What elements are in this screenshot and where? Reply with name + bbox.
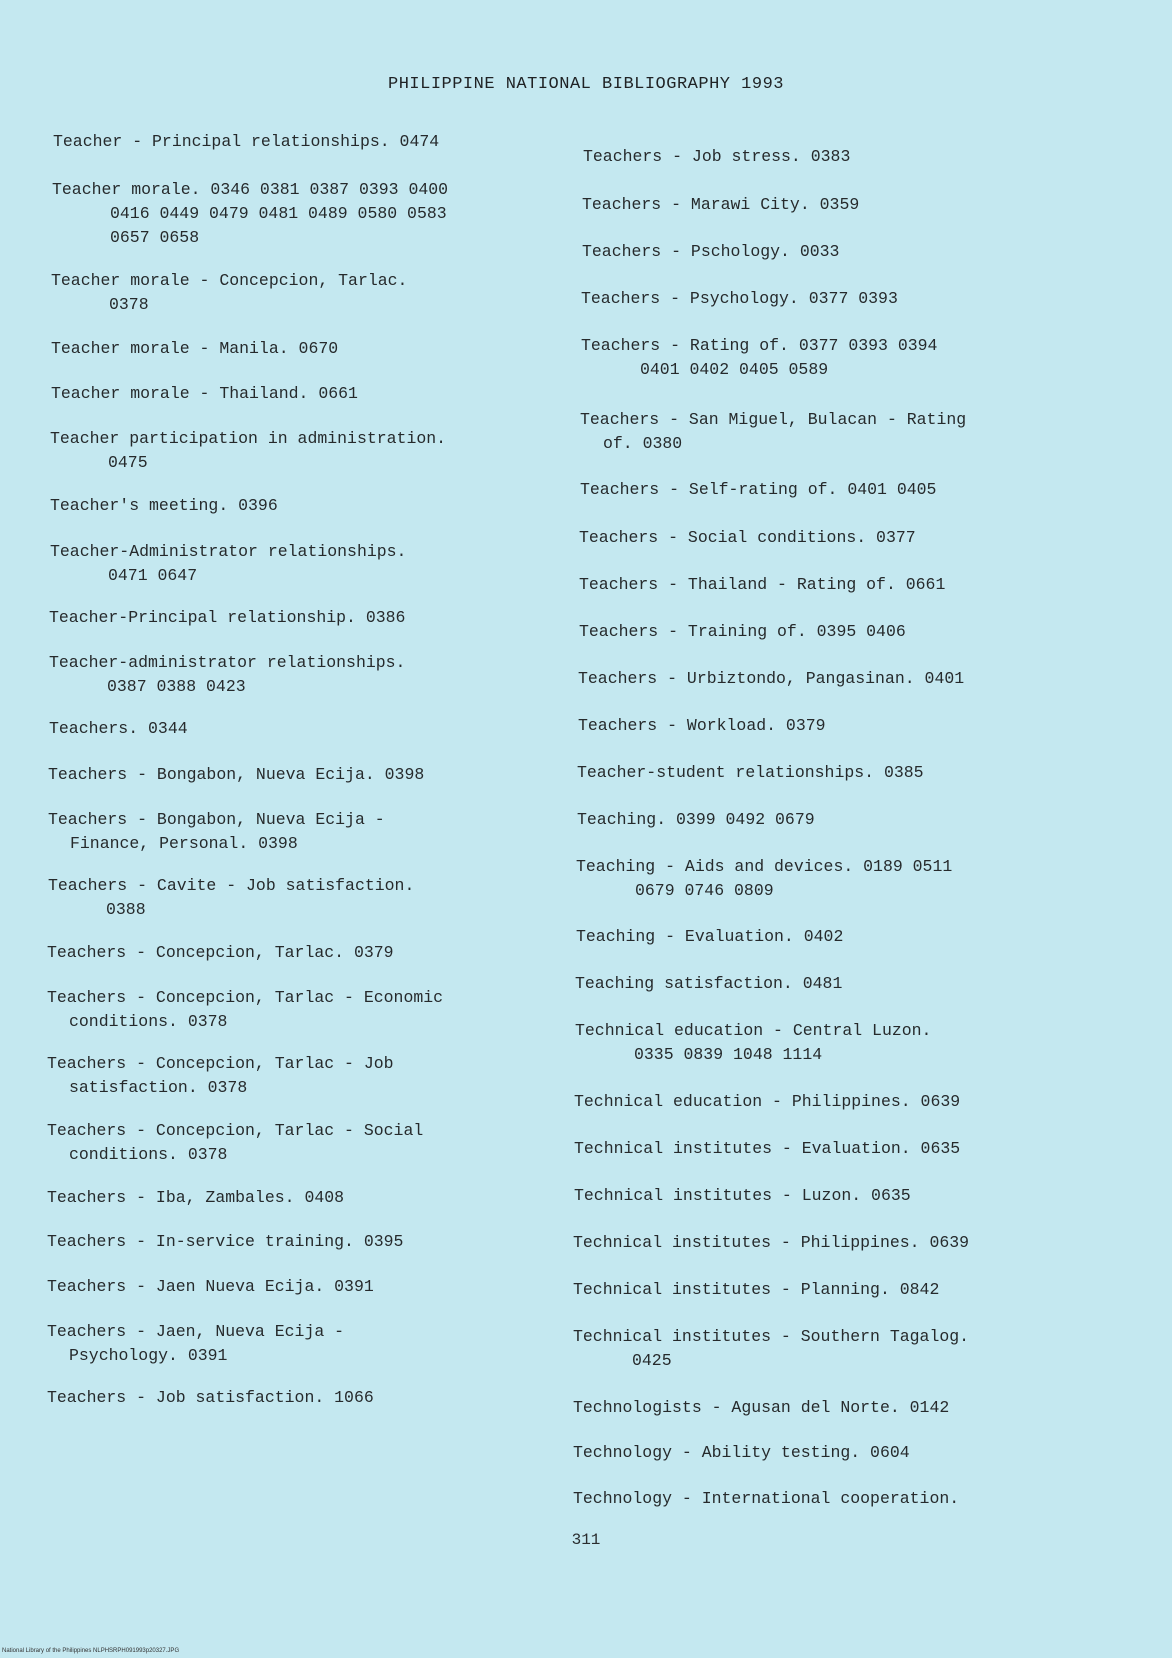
index-entry <box>579 620 906 644</box>
page-number: 311 <box>571 1531 601 1549</box>
index-entry <box>573 1441 910 1465</box>
entry-heading: Technology - Ability testing. 0604 <box>573 1443 910 1462</box>
index-entry <box>582 240 839 264</box>
index-entry <box>573 1231 969 1255</box>
index-entry <box>49 717 188 741</box>
index-entry <box>580 408 966 456</box>
index-entry <box>50 427 446 475</box>
entry-heading: Teachers - Psychology. 0377 0393 <box>581 289 898 308</box>
index-entry <box>51 269 407 317</box>
entry-heading: Teachers - Jaen Nueva Ecija. 0391 <box>47 1277 374 1296</box>
index-entry <box>49 651 405 699</box>
entry-heading: Technical education - Central Luzon. <box>575 1021 932 1040</box>
index-entry <box>47 1230 403 1254</box>
index-entry <box>50 540 406 588</box>
entry-heading: Teacher-administrator relationships. <box>49 653 406 672</box>
entry-heading: Teachers - Thailand - Rating of. 0661 <box>579 575 946 594</box>
entry-heading: Teachers. 0344 <box>49 719 188 738</box>
entry-heading: Teachers - Job satisfaction. 1066 <box>47 1388 374 1407</box>
index-entry <box>48 808 385 856</box>
entry-continuation: 0401 0402 0405 0589 <box>640 360 829 379</box>
entry-heading: Teachers - Rating of. 0377 0393 0394 <box>581 336 938 355</box>
index-entry <box>582 193 859 217</box>
index-entry <box>52 178 448 250</box>
entry-heading: Technical institutes - Planning. 0842 <box>573 1280 940 1299</box>
entry-heading: Teachers - Bongabon, Nueva Ecija. 0398 <box>48 765 425 784</box>
index-entry <box>47 1119 423 1167</box>
entry-continuation: satisfaction. 0378 <box>69 1078 248 1097</box>
entry-continuation: of. 0380 <box>603 434 683 453</box>
entry-continuation: 0335 0839 1048 1114 <box>634 1045 823 1064</box>
index-entry <box>47 986 443 1034</box>
index-entry <box>49 606 405 630</box>
entry-heading: Teacher morale - Concepcion, Tarlac. <box>51 271 408 290</box>
index-entry <box>579 526 916 550</box>
entry-continuation: 0475 <box>108 453 148 472</box>
index-entry <box>51 382 358 406</box>
entry-heading: Teachers - Workload. 0379 <box>578 716 826 735</box>
index-entry <box>573 1278 939 1302</box>
entry-continuation: conditions. 0378 <box>69 1145 228 1164</box>
index-entry <box>575 972 842 996</box>
index-entry <box>580 478 936 502</box>
index-entry <box>576 855 952 903</box>
index-entry <box>47 1275 374 1299</box>
index-entry <box>581 287 898 311</box>
entry-heading: Teacher-Principal relationship. 0386 <box>49 608 406 627</box>
index-entry <box>573 1396 949 1420</box>
index-entry <box>577 808 815 832</box>
index-entry <box>48 874 414 922</box>
entry-heading: Teachers - Marawi City. 0359 <box>582 195 860 214</box>
entry-heading: Teacher morale - Manila. 0670 <box>51 339 339 358</box>
entry-heading: Teacher morale - Thailand. 0661 <box>51 384 358 403</box>
index-entry <box>578 667 964 691</box>
entry-heading: Teaching. 0399 0492 0679 <box>577 810 815 829</box>
entry-continuation: 0388 <box>106 900 146 919</box>
index-entry <box>47 1052 394 1100</box>
entry-heading: Teachers - Concepcion, Tarlac - Job <box>47 1054 394 1073</box>
entry-heading: Teachers - Iba, Zambales. 0408 <box>47 1188 345 1207</box>
entry-heading: Technical institutes - Southern Tagalog. <box>573 1327 970 1346</box>
entry-heading: Teachers - Concepcion, Tarlac. 0379 <box>47 943 394 962</box>
entry-heading: Teachers - Jaen, Nueva Ecija - <box>47 1322 345 1341</box>
index-entry <box>53 130 439 154</box>
entry-heading: Teacher-Administrator relationships. <box>50 542 407 561</box>
entry-heading: Teachers - Training of. 0395 0406 <box>579 622 906 641</box>
entry-continuation: 0425 <box>632 1351 672 1370</box>
index-entry <box>578 714 826 738</box>
entry-heading: Teacher - Principal relationships. 0474 <box>53 132 440 151</box>
index-entry <box>579 573 945 597</box>
entry-heading: Technical institutes - Luzon. 0635 <box>574 1186 911 1205</box>
entry-heading: Teachers - Bongabon, Nueva Ecija - <box>48 810 385 829</box>
entry-heading: Teachers - Job stress. 0383 <box>583 147 851 166</box>
index-entry <box>50 494 278 518</box>
index-entry <box>575 1019 931 1067</box>
entry-heading: Teachers - Social conditions. 0377 <box>579 528 916 547</box>
index-entry <box>47 1386 374 1410</box>
entry-heading: Teachers - Concepcion, Tarlac - Economic <box>47 988 444 1007</box>
index-entry <box>47 1320 344 1368</box>
index-entry <box>574 1090 960 1114</box>
entry-heading: Teacher participation in administration. <box>50 429 447 448</box>
index-entry <box>583 145 850 169</box>
entry-continuation: 0657 0658 <box>110 228 200 247</box>
entry-heading: Teacher-student relationships. 0385 <box>577 763 924 782</box>
entry-heading: Technology - International cooperation. <box>573 1489 960 1508</box>
entry-heading: Teacher's meeting. 0396 <box>50 496 278 515</box>
entry-heading: Technical education - Philippines. 0639 <box>574 1092 961 1111</box>
entry-heading: Teachers - In-service training. 0395 <box>47 1232 404 1251</box>
entry-heading: Teachers - Concepcion, Tarlac - Social <box>47 1121 424 1140</box>
index-entry <box>48 763 424 787</box>
index-entry <box>581 334 937 382</box>
entry-continuation: 0471 0647 <box>108 566 198 585</box>
entry-heading: Teachers - San Miguel, Bulacan - Rating <box>580 410 967 429</box>
entry-heading: Teaching satisfaction. 0481 <box>575 974 843 993</box>
index-entry <box>577 761 924 785</box>
entry-heading: Teachers - Pschology. 0033 <box>582 242 840 261</box>
entry-continuation: conditions. 0378 <box>69 1012 228 1031</box>
entry-continuation: 0679 0746 0809 <box>635 881 774 900</box>
index-entry <box>573 1487 959 1511</box>
entry-heading: Teachers - Self-rating of. 0401 0405 <box>580 480 937 499</box>
page-title: PHILIPPINE NATIONAL BIBLIOGRAPHY 1993 <box>388 75 784 94</box>
index-entry <box>576 925 843 949</box>
entry-continuation: 0378 <box>109 295 149 314</box>
entry-heading: Teacher morale. 0346 0381 0387 0393 0400 <box>52 180 449 199</box>
entry-heading: Technical institutes - Philippines. 0639 <box>573 1233 970 1252</box>
scan-credit: National Library of the Philippines NLPHSRPH091993p20327.JPG <box>2 1648 180 1654</box>
entry-heading: Teaching - Evaluation. 0402 <box>576 927 844 946</box>
index-entry <box>47 1186 344 1210</box>
entry-heading: Teaching - Aids and devices. 0189 0511 <box>576 857 953 876</box>
index-entry <box>51 337 338 361</box>
entry-continuation: 0387 0388 0423 <box>107 677 246 696</box>
entry-continuation: Finance, Personal. 0398 <box>70 834 298 853</box>
entry-heading: Technologists - Agusan del Norte. 0142 <box>573 1398 950 1417</box>
index-entry <box>574 1137 960 1161</box>
entry-continuation: Psychology. 0391 <box>69 1346 228 1365</box>
entry-heading: Technical institutes - Evaluation. 0635 <box>574 1139 961 1158</box>
index-entry <box>574 1184 911 1208</box>
entry-heading: Teachers - Cavite - Job satisfaction. <box>48 876 415 895</box>
entry-heading: Teachers - Urbiztondo, Pangasinan. 0401 <box>578 669 965 688</box>
index-entry <box>47 941 394 965</box>
entry-continuation: 0416 0449 0479 0481 0489 0580 0583 <box>110 204 447 223</box>
index-entry <box>573 1325 969 1373</box>
